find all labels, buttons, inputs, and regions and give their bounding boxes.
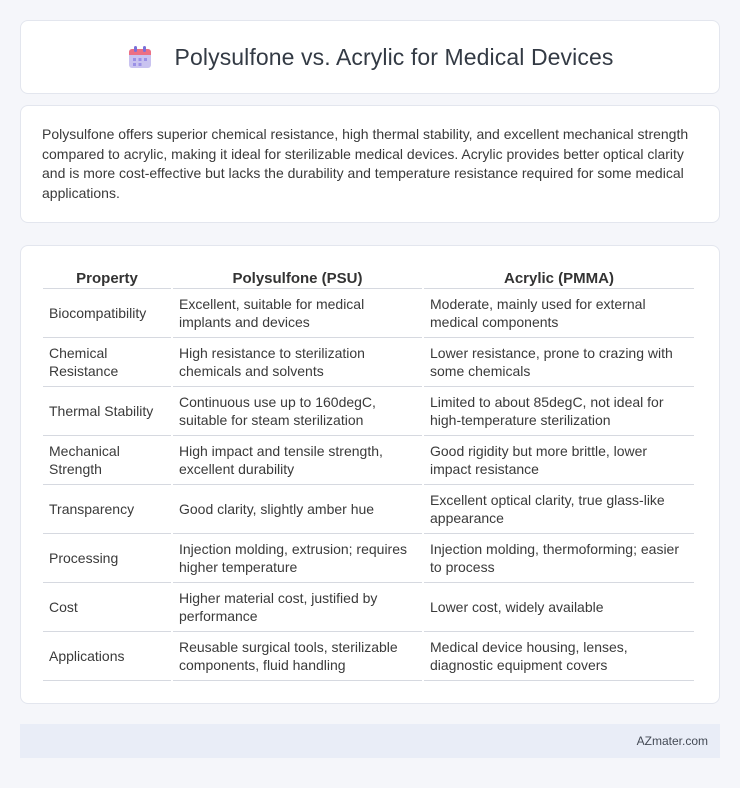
property-cell: Mechanical Strength [43, 436, 171, 485]
acrylic-cell: Medical device housing, lenses, diagnostic equipment covers [424, 632, 694, 681]
polysulfone-cell: Injection molding, extrusion; requires higher temperature [173, 534, 422, 583]
table-row [43, 534, 694, 583]
page-title: Polysulfone vs. Acrylic for Medical Devices [174, 43, 614, 70]
summary-text: Polysulfone offers superior chemical resistance, high thermal stability, and excellent mechanical strength compared to acrylic, making it ideal for sterilizable medical devices. Acrylic provides better optical clarity and is more cost-effective but lacks the durability and temperature resistance required for some medical applications. [42, 126, 689, 201]
acrylic-cell: Limited to about 85degC, not ideal for high-temperature sterilization [424, 387, 694, 436]
summary-card [20, 105, 720, 223]
title-row [127, 44, 614, 71]
property-cell: Cost [43, 583, 171, 632]
acrylic-cell: Good rigidity but more brittle, lower impact resistance [424, 436, 694, 485]
property-cell: Transparency [43, 485, 171, 534]
acrylic-cell: Lower resistance, prone to crazing with some chemicals [424, 338, 694, 387]
polysulfone-cell: High impact and tensile strength, excellent durability [173, 436, 422, 485]
table-row [43, 387, 694, 436]
polysulfone-cell: Excellent, suitable for medical implants and devices [173, 289, 422, 338]
title-card [20, 20, 720, 94]
property-cell: Applications [43, 632, 171, 681]
calendar-icon [127, 44, 153, 70]
comparison-table [41, 265, 696, 681]
table-header-row [43, 265, 694, 289]
table-row [43, 338, 694, 387]
acrylic-cell: Lower cost, widely available [424, 583, 694, 632]
acrylic-cell: Excellent optical clarity, true glass-like appearance [424, 485, 694, 534]
table-row [43, 632, 694, 681]
property-cell: Processing [43, 534, 171, 583]
property-cell: Thermal Stability [43, 387, 171, 436]
table-row [43, 583, 694, 632]
header-acrylic: Acrylic (PMMA) [424, 265, 694, 289]
footer-site-link[interactable]: AZmater.com [636, 734, 708, 748]
acrylic-cell: Injection molding, thermoforming; easier to process [424, 534, 694, 583]
property-cell: Biocompatibility [43, 289, 171, 338]
table-row [43, 289, 694, 338]
header-property: Property [43, 265, 171, 289]
table-row [43, 485, 694, 534]
property-cell: Chemical Resistance [43, 338, 171, 387]
polysulfone-cell: Continuous use up to 160degC, suitable for steam sterilization [173, 387, 422, 436]
polysulfone-cell: Higher material cost, justified by performance [173, 583, 422, 632]
table-row [43, 436, 694, 485]
header-polysulfone: Polysulfone (PSU) [173, 265, 422, 289]
acrylic-cell: Moderate, mainly used for external medical components [424, 289, 694, 338]
polysulfone-cell: High resistance to sterilization chemicals and solvents [173, 338, 422, 387]
polysulfone-cell: Reusable surgical tools, sterilizable components, fluid handling [173, 632, 422, 681]
comparison-card [20, 245, 720, 704]
footer-bar [20, 724, 720, 758]
polysulfone-cell: Good clarity, slightly amber hue [173, 485, 422, 534]
